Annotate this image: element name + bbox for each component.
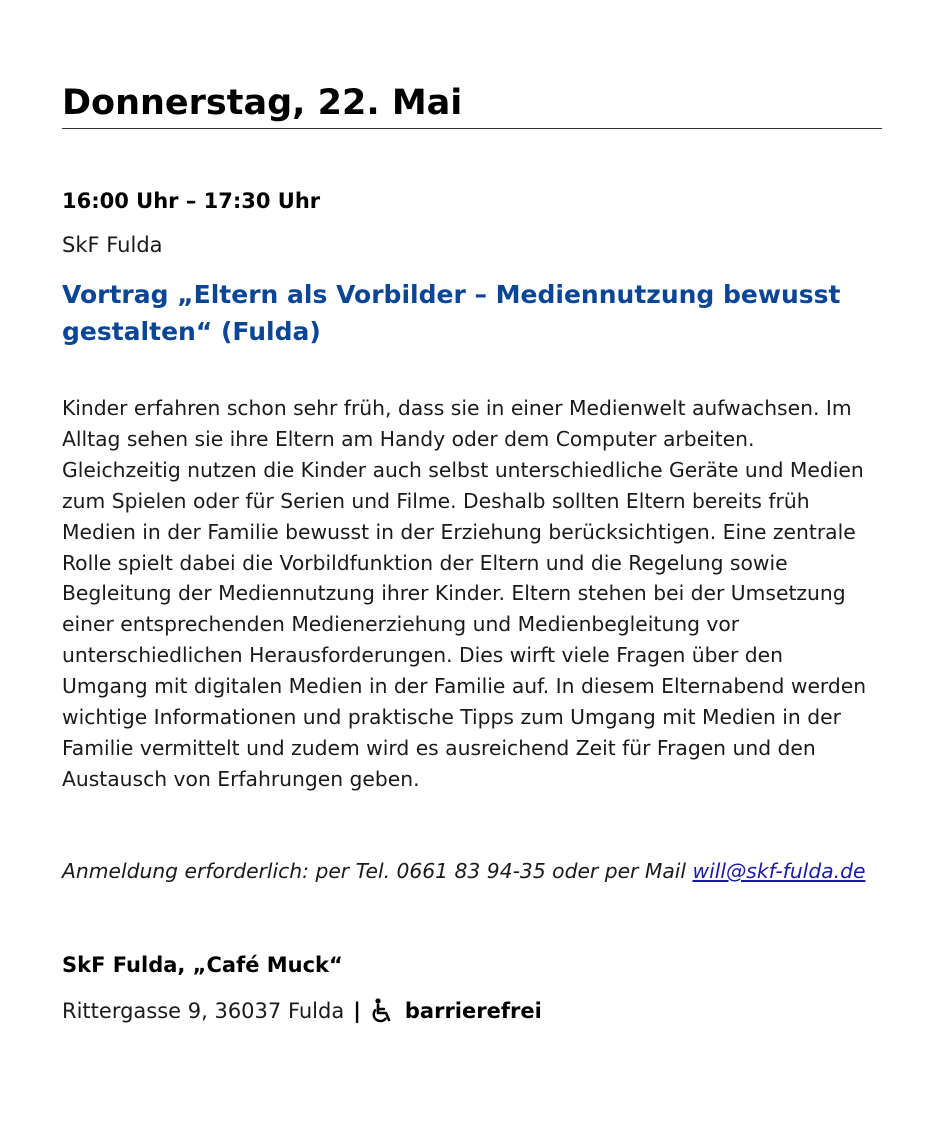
accessibility-label: barrierefrei bbox=[404, 999, 542, 1023]
event-organizer: SkF Fulda bbox=[62, 233, 163, 257]
event-venue: SkF Fulda, „Café Muck“ bbox=[62, 953, 343, 977]
wheelchair-icon bbox=[370, 998, 394, 1024]
address-line bbox=[62, 996, 542, 1026]
event-description: Kinder erfahren schon sehr früh, dass sie in einer Medienwelt aufwachsen. Im Alltag sehen sie ihre Eltern am Handy oder dem Computer arbeiten. Gleichzeitig nutzen die Kinder auch selbst unterschiedliche Geräte und Medien zum Spielen oder für Serien und Filme. Deshalb sollten Eltern bereits früh Medien in der Familie bewusst in der Erziehung berücksichtigen. Eine zentrale Rolle spielt dabei die Vorbildfunktion der Eltern und die Regelung sowie Begleitung der Mediennutzung ihrer Kinder. Eltern stehen bei der Umsetzung einer entsprechenden Medienerziehung und Medienbegleitung vor unterschiedlichen Herausforderungen. Dies wirft viele Fragen über den Umgang mit digitalen Medien in der Familie auf. In diesem Elternabend werden wichtige Informationen und praktische Tipps zum Umgang mit Medien in der Familie vermittelt und zudem wird es ausreichend Zeit für Fragen und den Austausch von Erfahrungen geben. bbox=[62, 396, 867, 791]
registration-text: Anmeldung erforderlich: per Tel. 0661 83 94-35 oder per Mail bbox=[62, 859, 693, 883]
registration-email-link[interactable]: will@skf-fulda.de bbox=[692, 859, 866, 883]
registration-note bbox=[62, 856, 874, 887]
separator: | bbox=[353, 999, 361, 1023]
date-heading: Donnerstag, 22. Mai bbox=[62, 80, 882, 129]
event-title: Vortrag „Eltern als Vorbilder – Mediennutzung bewusst gestalten“ (Fulda) bbox=[62, 280, 841, 346]
event-time: 16:00 Uhr – 17:30 Uhr bbox=[62, 189, 321, 213]
event-address: Rittergasse 9, 36037 Fulda bbox=[62, 999, 345, 1023]
